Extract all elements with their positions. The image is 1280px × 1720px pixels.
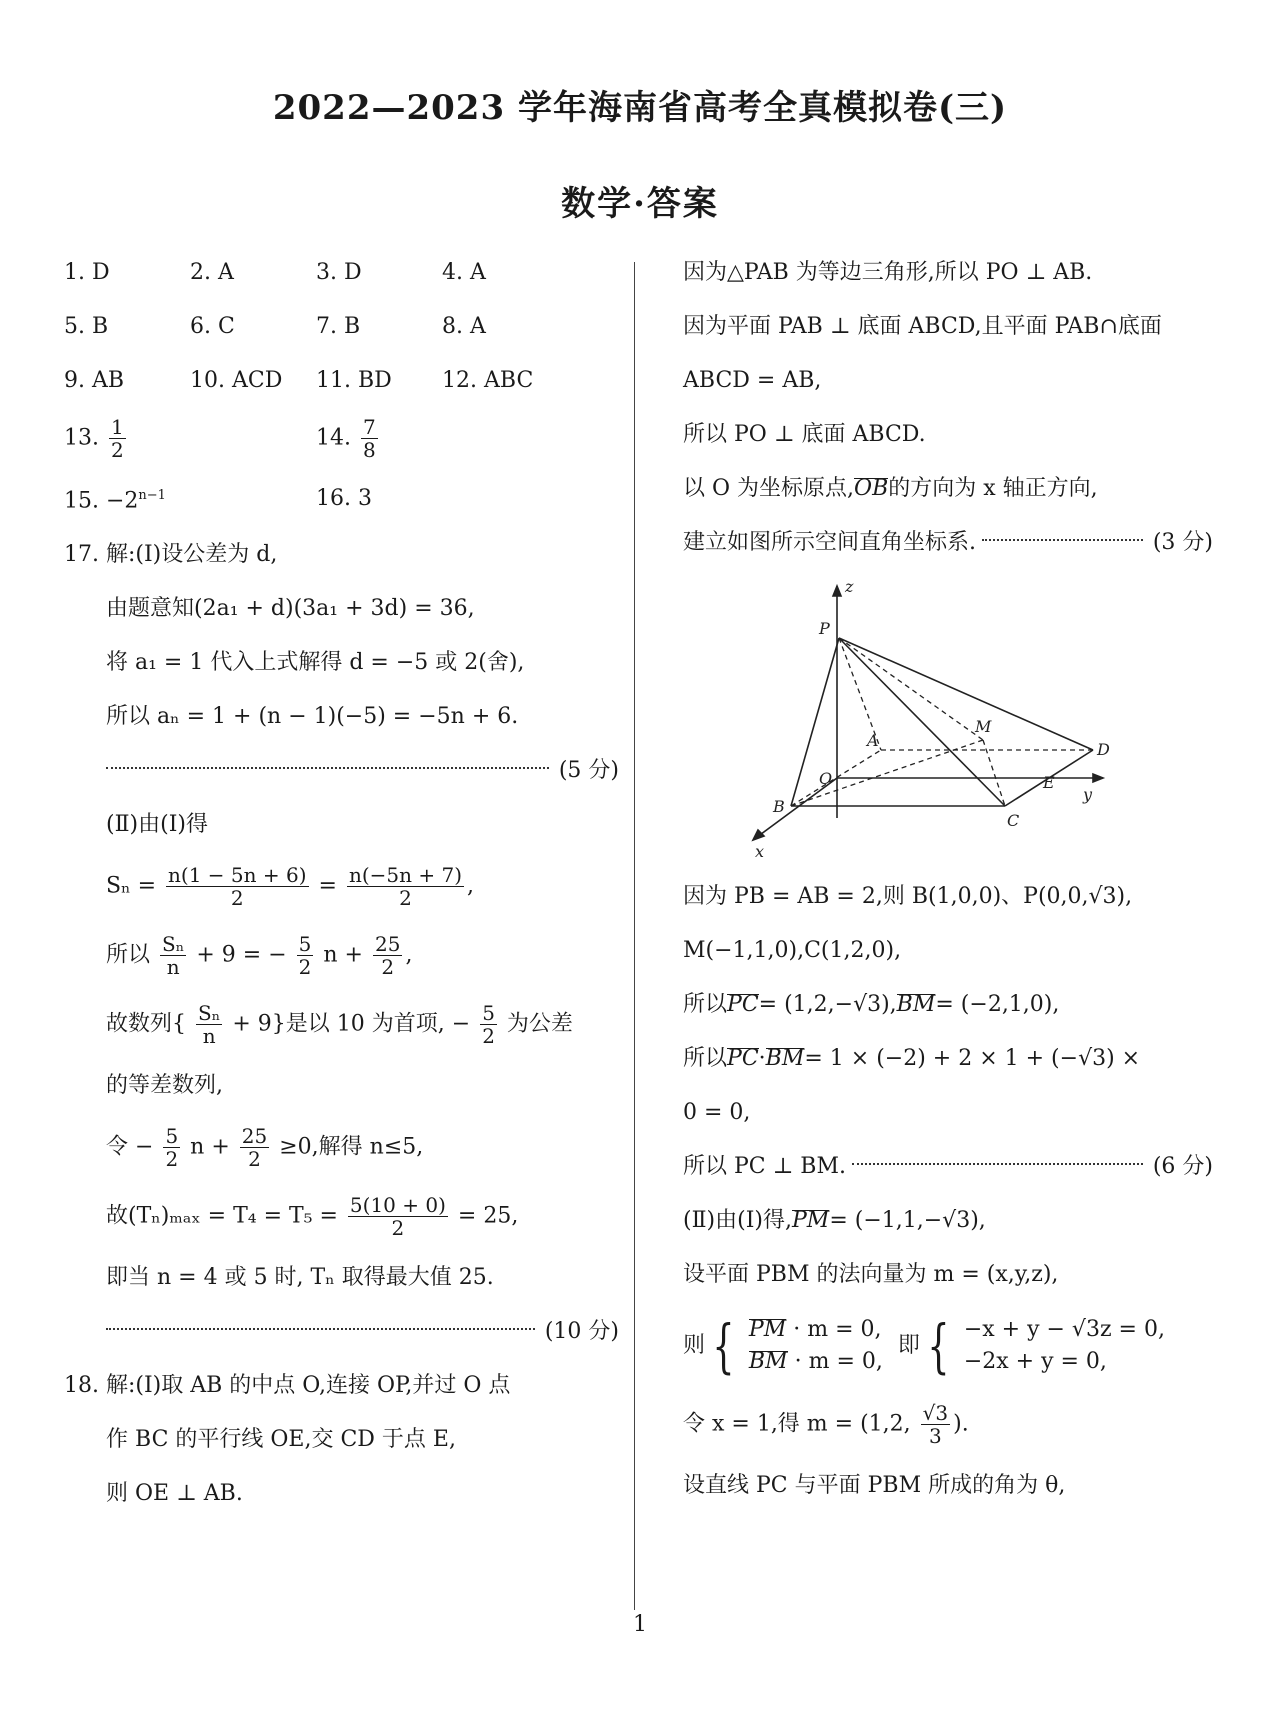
label-b: B — [773, 797, 785, 816]
r-line-5: 以 O 为坐标原点,OB的方向为 x 轴正方向, — [683, 476, 1098, 501]
fraction: $\frac{1}{2}$ — [111, 415, 124, 462]
label-p: P — [819, 619, 830, 638]
label-a: A — [867, 731, 879, 750]
label-x: x — [755, 842, 765, 858]
page-number: 1 — [633, 1612, 647, 1637]
r-line-11: 0 = 0, — [683, 1100, 751, 1125]
equation-system: 则 { PM · m = 0, BM · m = 0, 即 { −x + y − √3z = 0, −2x + y = 0, — [683, 1312, 1165, 1380]
fraction: $\frac{7}{8}$ — [363, 415, 376, 462]
q18-line-2: 作 BC 的平行线 OE,交 CD 于点 E, — [106, 1427, 456, 1453]
left-column — [64, 258, 619, 1509]
answer-15: 15. $-2^{n-1}$ — [64, 488, 166, 514]
q17-line-1: 17. 解:(Ⅰ)设公差为 d, — [64, 542, 278, 568]
answer-grid — [64, 258, 619, 396]
label-o: O — [819, 769, 833, 788]
answer-4: 4. A — [442, 260, 486, 285]
answer-16: 16. 3 — [316, 485, 372, 511]
r-line-15: 令 x = 1,得 m = (1,2, $\frac{√3}{3}$ ). — [683, 1401, 969, 1448]
q17-line-3: 将 a₁ = 1 代入上式解得 d = −5 或 2(舍), — [106, 650, 525, 676]
q17-line-6: 的等差数列, — [106, 1073, 223, 1099]
q17-sequence-statement: 故数列{ $\frac{\text{Sₙ}}{n}$ + 9}是以 10 为首项, − $\frac{5}{2}$ 为公差 — [106, 1001, 573, 1049]
r-line-16: 设直线 PC 与平面 PBM 所成的角为 θ, — [683, 1473, 1066, 1498]
q17-ratio-formula: 所以 $\frac{\text{Sₙ}}{n}$ + 9 = − $\frac{5}{2}$ n + $\frac{25}{2}$ , — [106, 932, 413, 980]
q17-sum-formula: Sₙ = $\frac{n(1 - 5n + 6)}{2}$ = $\frac{n(-5n + 7)}{2}$ , — [106, 863, 474, 911]
q17-max-value: 故(Tₙ)ₘₐₓ = T₄ = T₅ = $\frac{5(10 + 0)}{2}$ = 25, — [106, 1193, 519, 1241]
answer-11: 11. BD — [316, 368, 392, 393]
q17-line-4: 所以 aₙ = 1 + (n − 1)(−5) = −5n + 6. — [106, 704, 519, 730]
r-line-4: 所以 PO ⊥ 底面 ABCD. — [683, 422, 926, 447]
answer-9: 9. AB — [64, 368, 125, 393]
r-line-13: (Ⅱ)由(Ⅰ)得,PM= (−1,1,−√3), — [683, 1208, 986, 1233]
answer-6: 6. C — [190, 314, 235, 339]
label-z: z — [845, 578, 854, 596]
answer-3: 3. D — [316, 260, 362, 285]
answer-2: 2. A — [190, 260, 234, 285]
page-subtitle: 数学·答案 — [561, 184, 719, 224]
label-e: E — [1043, 773, 1055, 792]
label-c: C — [1007, 811, 1020, 830]
score-line: (5 分) — [64, 756, 619, 786]
label-d: D — [1097, 740, 1110, 759]
q18-line-1: 18. 解:(Ⅰ)取 AB 的中点 O,连接 OP,并过 O 点 — [64, 1373, 511, 1399]
column-divider — [634, 262, 635, 1610]
answer-8: 8. A — [442, 314, 486, 339]
answer-row-13-14 — [64, 416, 619, 461]
answer-10: 10. ACD — [190, 368, 283, 393]
answer-5: 5. B — [64, 314, 109, 339]
answer-7: 7. B — [316, 314, 361, 339]
right-column — [683, 258, 1213, 1501]
score-line: 所以 PC ⊥ BM. (6 分) — [683, 1154, 1213, 1179]
r-line-14: 设平面 PBM 的法向量为 m = (x,y,z), — [683, 1262, 1059, 1287]
vector-ob: OB — [854, 476, 889, 501]
page-title: 2022—2023 学年海南省高考全真模拟卷(三) — [272, 88, 1008, 128]
score-line: (10 分) — [64, 1317, 619, 1347]
r-line-3: ABCD = AB, — [683, 368, 822, 393]
score-line: 建立如图所示空间直角坐标系. (3 分) — [683, 530, 1213, 555]
answer-12: 12. ABC — [442, 368, 534, 393]
r-line-9: 所以PC= (1,2,−√3),BM= (−2,1,0), — [683, 992, 1060, 1017]
answer-14: 14. $\frac{7}{8}$ — [316, 415, 376, 462]
answer-13: 13. $\frac{1}{2}$ — [64, 415, 124, 462]
q18-line-3: 则 OE ⊥ AB. — [106, 1481, 243, 1507]
q17-line-7: 即当 n = 4 或 5 时, Tₙ 取得最大值 25. — [106, 1265, 494, 1291]
label-m: M — [975, 717, 992, 736]
q17-line-5: (Ⅱ)由(Ⅰ)得 — [106, 812, 208, 838]
coordinate-figure — [743, 578, 1163, 858]
answer-row-15-16 — [64, 481, 619, 516]
r-line-1: 因为△PAB 为等边三角形,所以 PO ⊥ AB. — [683, 260, 1093, 285]
q17-line-2: 由题意知(2a₁ + d)(3a₁ + 3d) = 36, — [106, 596, 475, 622]
r-line-8: M(−1,1,0),C(1,2,0), — [683, 938, 902, 963]
q17-inequality: 令 − $\frac{5}{2}$ n + $\frac{25}{2}$ ≥0,解得 n≤5, — [106, 1124, 424, 1172]
label-y: y — [1083, 785, 1093, 804]
answer-1: 1. D — [64, 260, 110, 285]
r-line-2: 因为平面 PAB ⊥ 底面 ABCD,且平面 PAB∩底面 — [683, 314, 1162, 339]
pyramid-diagram — [743, 578, 1163, 858]
r-line-7: 因为 PB = AB = 2,则 B(1,0,0)、P(0,0,√3), — [683, 884, 1133, 909]
r-line-10: 所以PC·BM= 1 × (−2) + 2 × 1 + (−√3) × — [683, 1046, 1141, 1071]
